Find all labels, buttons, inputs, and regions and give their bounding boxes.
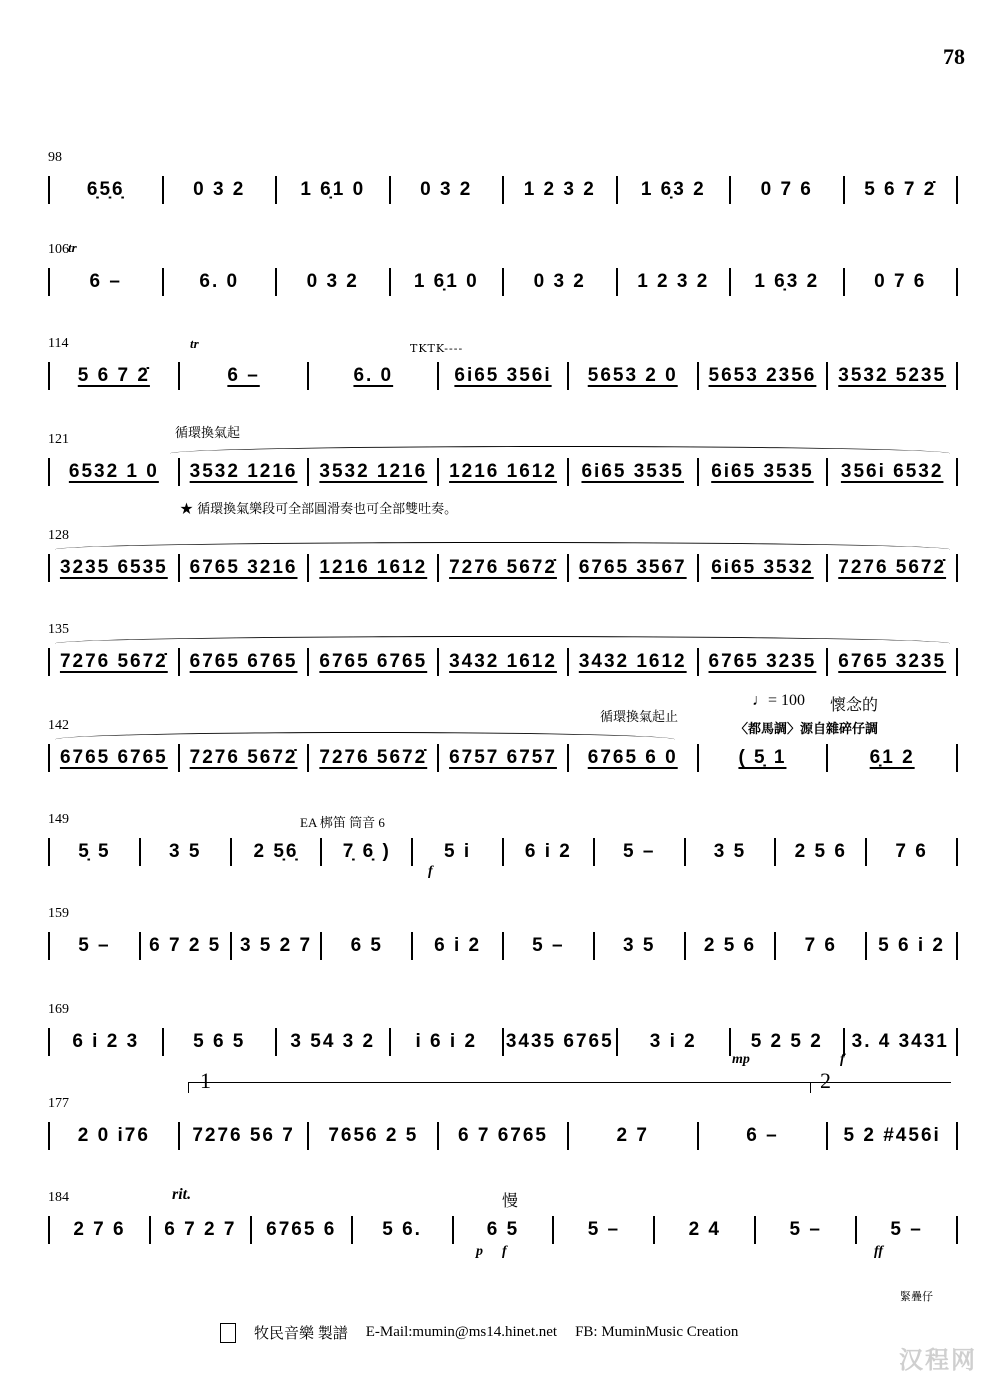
measure: 5 – bbox=[622, 841, 656, 862]
measure-number: 114 bbox=[48, 336, 69, 351]
barline bbox=[956, 458, 958, 486]
barline bbox=[956, 1028, 958, 1056]
dynamic-mp: mp bbox=[732, 1052, 750, 1067]
score-system bbox=[48, 242, 958, 306]
measure: 3532 1216 bbox=[319, 461, 428, 482]
barline bbox=[956, 744, 958, 772]
staff-line bbox=[48, 926, 958, 966]
measure-number: 121 bbox=[48, 432, 69, 447]
score-system bbox=[48, 432, 958, 496]
measure: 6532 1 0 bbox=[68, 461, 159, 482]
measure: 5653 2 0 bbox=[587, 365, 678, 386]
measure: 3532 1216 bbox=[189, 461, 298, 482]
barline bbox=[956, 268, 958, 296]
measure: 0 3 2 bbox=[420, 179, 473, 200]
measure: 6765 3216 bbox=[189, 557, 298, 578]
measure: 6765 6 bbox=[266, 1219, 337, 1240]
barline bbox=[956, 838, 958, 866]
measure: 7276 5672̇ bbox=[838, 557, 947, 578]
circular-breathing-end: 循環換氣起止 bbox=[600, 710, 679, 725]
measure-number: 159 bbox=[48, 906, 69, 921]
measure: 6 7 2 7 bbox=[164, 1219, 237, 1240]
volta-1-bracket bbox=[188, 1082, 815, 1093]
measure: 7̣ 6̣ ) bbox=[342, 841, 391, 862]
measure: 7276 5672̇ bbox=[449, 557, 557, 578]
measure: 3. 4 3431 bbox=[851, 1031, 949, 1052]
measure: 2 4 bbox=[688, 1219, 721, 1240]
measure: 6i65 3535 bbox=[711, 461, 814, 482]
score-system bbox=[48, 528, 958, 592]
measure: 5 6 7 2̇ bbox=[77, 365, 150, 386]
staff-line bbox=[48, 1116, 958, 1156]
measure: 6 5 bbox=[486, 1219, 520, 1240]
measure: 0 7 6 bbox=[760, 179, 813, 200]
measure: 7656 2 5 bbox=[328, 1125, 419, 1146]
measure: 1 6̣1 0 bbox=[413, 271, 479, 292]
measure-number: 98 bbox=[48, 150, 62, 165]
score-system bbox=[48, 622, 958, 686]
barline bbox=[956, 554, 958, 582]
measure: 6. 0 bbox=[199, 271, 240, 292]
measure: 1 2 3 2 bbox=[523, 179, 596, 200]
measure: 7276 56 7 bbox=[192, 1125, 295, 1146]
score-system bbox=[48, 812, 958, 876]
staff-line bbox=[48, 356, 958, 396]
dynamic-f: f bbox=[428, 864, 433, 879]
measure-number: 169 bbox=[48, 1002, 69, 1017]
measure: 5 6. bbox=[382, 1219, 422, 1240]
slur bbox=[55, 636, 950, 651]
measure: 2 5̣6̣ bbox=[253, 841, 299, 862]
measure: 5 6 5 bbox=[193, 1031, 246, 1052]
measure: 2 5 6 bbox=[794, 841, 847, 862]
score-system bbox=[48, 1002, 958, 1066]
measure: 0 7 6 bbox=[874, 271, 927, 292]
page-number: 78 bbox=[943, 44, 965, 69]
measure: 0 3 2 bbox=[533, 271, 586, 292]
staff-line bbox=[48, 1022, 958, 1062]
measure: 6. 0 bbox=[353, 365, 394, 386]
measure: 6765 6765 bbox=[59, 747, 168, 768]
measure: 6 7 2 5 bbox=[149, 935, 222, 956]
measure: 6765 6765 bbox=[319, 651, 428, 672]
score-system bbox=[48, 150, 958, 214]
measure: 5 – bbox=[587, 1219, 621, 1240]
measure-number: 135 bbox=[48, 622, 69, 637]
watermark: 汉程网 bbox=[899, 1346, 977, 1374]
barline bbox=[956, 1122, 958, 1150]
trill-mark: tr bbox=[68, 240, 77, 255]
measure-number: 128 bbox=[48, 528, 69, 543]
measure: 3 5 bbox=[168, 841, 202, 862]
staff-line bbox=[48, 262, 958, 302]
score-system bbox=[48, 336, 958, 400]
measure: 6765 6 0 bbox=[587, 747, 678, 768]
measure: 7276 5672̇ bbox=[319, 747, 428, 768]
measure: 7276 5672̇ bbox=[189, 747, 298, 768]
score-system bbox=[48, 906, 958, 970]
measure: 2 5 6 bbox=[703, 935, 757, 956]
slur bbox=[55, 732, 675, 747]
dynamic-p: p bbox=[476, 1244, 483, 1259]
footer bbox=[220, 1322, 738, 1343]
measure: 6 – bbox=[89, 271, 122, 292]
measure: 0 3 2 bbox=[306, 271, 359, 292]
rit-marking: rit. bbox=[172, 1186, 192, 1203]
measure: 6 i 2 3 bbox=[72, 1031, 140, 1052]
circular-breathing-start: 循環換氣起 bbox=[175, 426, 241, 441]
measure-number: 142 bbox=[48, 718, 69, 733]
measure: 3532 5235 bbox=[838, 365, 947, 386]
measure: 0 3 2 bbox=[193, 179, 246, 200]
measure: 5̣ 5 bbox=[78, 841, 111, 862]
measure: 6757 6757 bbox=[449, 747, 557, 768]
volta-2-label: 2 bbox=[820, 1068, 831, 1093]
slur bbox=[170, 446, 950, 461]
barline bbox=[956, 176, 958, 204]
trill-mark: tr bbox=[190, 336, 199, 351]
measure: 1216 1612 bbox=[319, 557, 428, 578]
measure: 1 6̣1 0 bbox=[300, 179, 366, 200]
tune-name: 〈都馬調〉源自雜碎仔調 bbox=[735, 722, 879, 737]
measure: 1 6̣3 2 bbox=[640, 179, 706, 200]
dynamic-f-3: f bbox=[502, 1244, 507, 1259]
measure: 6765 3235 bbox=[838, 651, 947, 672]
slur bbox=[55, 542, 950, 557]
slow-marking: 慢 bbox=[502, 1191, 519, 1210]
measure: 5 i bbox=[444, 841, 472, 862]
measure: 6i65 3535 bbox=[581, 461, 684, 482]
barline bbox=[956, 932, 958, 960]
measure: 6765 3235 bbox=[708, 651, 817, 672]
measure: 1 6̣3 2 bbox=[754, 271, 820, 292]
measure: 5 – bbox=[532, 935, 565, 956]
dynamic-ff: ff bbox=[874, 1244, 884, 1259]
measure: 1216 1612 bbox=[449, 461, 557, 482]
measure: 3 5 bbox=[713, 841, 747, 862]
measure: 6765 3567 bbox=[578, 557, 687, 578]
staff-line bbox=[48, 170, 958, 210]
measure: 7 6 bbox=[804, 935, 837, 956]
volta-2-bracket bbox=[810, 1082, 951, 1093]
measure: 1 2 3 2 bbox=[637, 271, 710, 292]
measure: 5 – bbox=[789, 1219, 822, 1240]
measure: 356i 6532 bbox=[840, 461, 944, 482]
measure: 3235 6535 bbox=[59, 557, 168, 578]
tempo-expression: 懷念的 bbox=[830, 695, 879, 714]
measure: 3 54 3 2 bbox=[290, 1031, 376, 1052]
measure: 2 7 6 bbox=[73, 1219, 126, 1240]
measure: 6̣5̣6̣ bbox=[86, 179, 125, 200]
tail-marking: 緊疊仔 bbox=[900, 1290, 933, 1303]
measure-number: 106 bbox=[48, 242, 69, 257]
footer-facebook: FB: MuminMusic Creation bbox=[575, 1324, 739, 1340]
measure: i 6 i 2 bbox=[415, 1031, 478, 1052]
measure: 6 i 2 bbox=[434, 935, 482, 956]
measure: 5 – bbox=[78, 935, 111, 956]
publisher-logo-icon bbox=[220, 1323, 236, 1343]
instrument-note: EA 梆笛 筒音 6 bbox=[300, 815, 385, 830]
circular-breathing-note: ★ 循環換氣樂段可全部圓滑奏也可全部雙吐奏。 bbox=[180, 502, 458, 517]
measure: 3432 1612 bbox=[578, 651, 687, 672]
measure: 6 i 2 bbox=[524, 841, 572, 862]
measure: 5 2 #456i bbox=[843, 1125, 941, 1146]
measure: 5 6 7 2̇ bbox=[864, 179, 937, 200]
measure: 3432 1612 bbox=[449, 651, 557, 672]
measure: 5 6 i 2 bbox=[878, 935, 945, 956]
measure: 5653 2356 bbox=[708, 365, 817, 386]
measure: 6 5 bbox=[350, 935, 383, 956]
measure: 6 7 6765 bbox=[458, 1125, 548, 1146]
measure: 6 – bbox=[227, 365, 260, 386]
measure: 3435 6765 bbox=[505, 1031, 614, 1052]
footer-publisher: 牧民音樂 製譜 bbox=[254, 1326, 348, 1342]
score-system bbox=[48, 1096, 958, 1160]
measure: 6 – bbox=[746, 1125, 779, 1146]
measure: 5 2 5 2 bbox=[750, 1031, 823, 1052]
measure: 7276 5672̇ bbox=[59, 651, 168, 672]
measure: 6i65 356i bbox=[454, 365, 552, 386]
measure: 6i65 3532 bbox=[711, 557, 814, 578]
barline bbox=[956, 648, 958, 676]
barline bbox=[956, 362, 958, 390]
measure: ( 5̣ 1 bbox=[738, 747, 787, 768]
tempo-marking: ♩= 100 bbox=[752, 692, 806, 709]
staff-line bbox=[48, 832, 958, 872]
measure: 2 0 i76 bbox=[77, 1125, 150, 1146]
measure-number: 177 bbox=[48, 1096, 69, 1111]
measure-number: 184 bbox=[48, 1190, 69, 1205]
measure: 5 – bbox=[890, 1219, 923, 1240]
measure: 7 6 bbox=[895, 841, 928, 862]
footer-email: E-Mail:mumin@ms14.hinet.net bbox=[365, 1324, 558, 1340]
measure-number: 149 bbox=[48, 812, 69, 827]
tktk-marking: TKTK---- bbox=[410, 342, 464, 355]
measure: 6765 6765 bbox=[189, 651, 298, 672]
measure: 2 7 bbox=[616, 1125, 649, 1146]
volta-1-label: 1 bbox=[200, 1068, 211, 1093]
barline bbox=[956, 1216, 958, 1244]
measure: 3 5 bbox=[622, 935, 656, 956]
dynamic-f-2: f bbox=[840, 1052, 845, 1067]
measure: 3 5 2 7 bbox=[239, 935, 313, 956]
measure: 3 i 2 bbox=[649, 1031, 697, 1052]
measure: 6̣1 2 bbox=[869, 747, 915, 768]
